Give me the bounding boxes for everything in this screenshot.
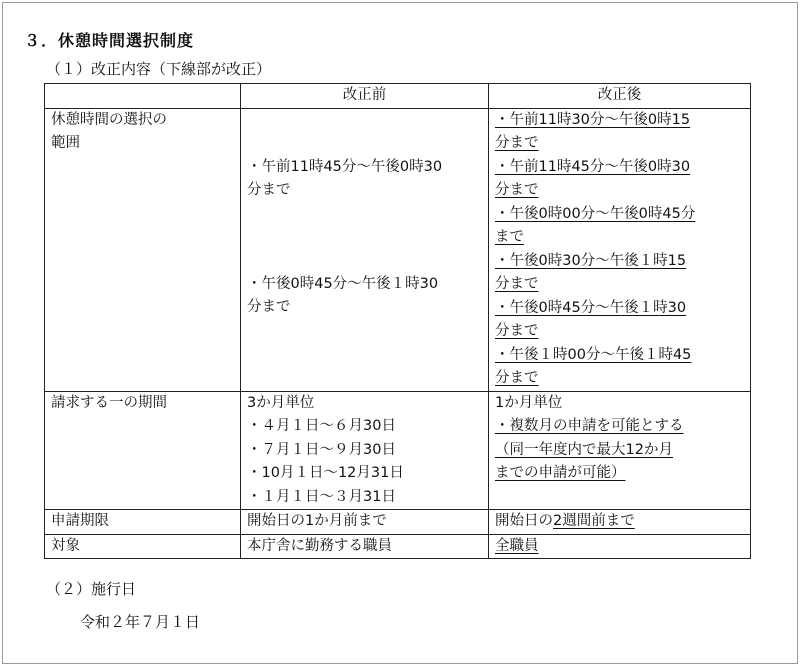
after-period-cell bbox=[489, 391, 751, 510]
after-range-item: ・午前11時45分～午後0時30 bbox=[495, 158, 691, 175]
after-range-item: ・午後0時45分～午後１時30 bbox=[495, 299, 687, 316]
subsection-effective-date: （２）施行日 bbox=[46, 580, 137, 598]
row-label-period: 請求する一の期間 bbox=[45, 391, 241, 510]
after-target-changed: 全職員 bbox=[495, 537, 539, 554]
header-after: 改正後 bbox=[489, 84, 751, 109]
after-range-item: 分まで bbox=[495, 323, 539, 339]
effective-date: 令和２年７月１日 bbox=[80, 613, 201, 631]
after-period-line: ・複数月の申請を可能とする bbox=[495, 418, 684, 434]
after-range-item: ・午後0時30分～午後１時15 bbox=[495, 252, 687, 269]
after-deadline-changed: 2週間前まで bbox=[553, 513, 635, 529]
after-range-item: まで bbox=[495, 229, 524, 245]
before-range-item: 分まで bbox=[247, 299, 291, 315]
before-range-item: ・午後0時45分～午後１時30 bbox=[247, 275, 439, 292]
row-label-deadline: 申請期限 bbox=[45, 510, 241, 535]
after-period-line: までの申請が可能） bbox=[495, 465, 626, 481]
after-target-cell bbox=[489, 534, 751, 559]
after-deadline-prefix: 開始日の bbox=[495, 513, 553, 529]
before-range-item: 分まで bbox=[247, 182, 291, 198]
row-label-range bbox=[45, 108, 241, 391]
after-range-item: ・午後１時00分～午後１時45 bbox=[495, 346, 692, 363]
before-period-line: ・７月１日～９月30日 bbox=[247, 441, 396, 458]
before-period-line: 3か月単位 bbox=[247, 394, 315, 411]
after-range-item: 分まで bbox=[495, 370, 539, 386]
before-range-item: ・午前11時45分～午後0時30 bbox=[247, 158, 443, 175]
subsection-revision-content: （１）改正内容（下線部が改正） bbox=[46, 60, 272, 78]
header-before: 改正前 bbox=[241, 84, 489, 109]
after-range-item: 分まで bbox=[495, 276, 539, 292]
before-period-line: ・４月１日～６月30日 bbox=[247, 418, 396, 434]
row-label-target: 対象 bbox=[45, 534, 241, 559]
after-period-line: （同一年度内で最大12か月 bbox=[495, 441, 673, 458]
row-label-line: 休憩時間の選択の bbox=[51, 111, 167, 128]
table-row-target bbox=[45, 534, 751, 559]
before-period-line: ・10月１日～12月31日 bbox=[247, 465, 404, 481]
after-range-item: ・午前11時30分～午後0時15 bbox=[495, 111, 691, 128]
header-blank bbox=[45, 84, 241, 109]
after-range-item: 分まで bbox=[495, 182, 539, 198]
table-row-deadline bbox=[45, 510, 751, 535]
before-target-cell: 本庁舎に勤務する職員 bbox=[241, 534, 489, 559]
after-range-item: 分まで bbox=[495, 135, 539, 151]
before-period-line: ・１月１日～３月31日 bbox=[247, 488, 396, 505]
before-range-cell bbox=[241, 108, 489, 391]
after-period-line: 1か月単位 bbox=[495, 394, 563, 411]
table-header-row bbox=[45, 84, 751, 109]
after-range-item: ・午後0時00分～午後0時45分 bbox=[495, 205, 696, 222]
before-period-cell bbox=[241, 391, 489, 510]
table-row-range bbox=[45, 108, 751, 391]
section-title: ３．休憩時間選択制度 bbox=[24, 31, 195, 50]
revision-table bbox=[44, 83, 751, 559]
after-deadline-cell bbox=[489, 510, 751, 535]
after-range-cell bbox=[489, 108, 751, 391]
table-row-period bbox=[45, 391, 751, 510]
row-label-line: 範囲 bbox=[51, 135, 80, 151]
before-deadline-cell: 開始日の1か月前まで bbox=[241, 510, 489, 535]
